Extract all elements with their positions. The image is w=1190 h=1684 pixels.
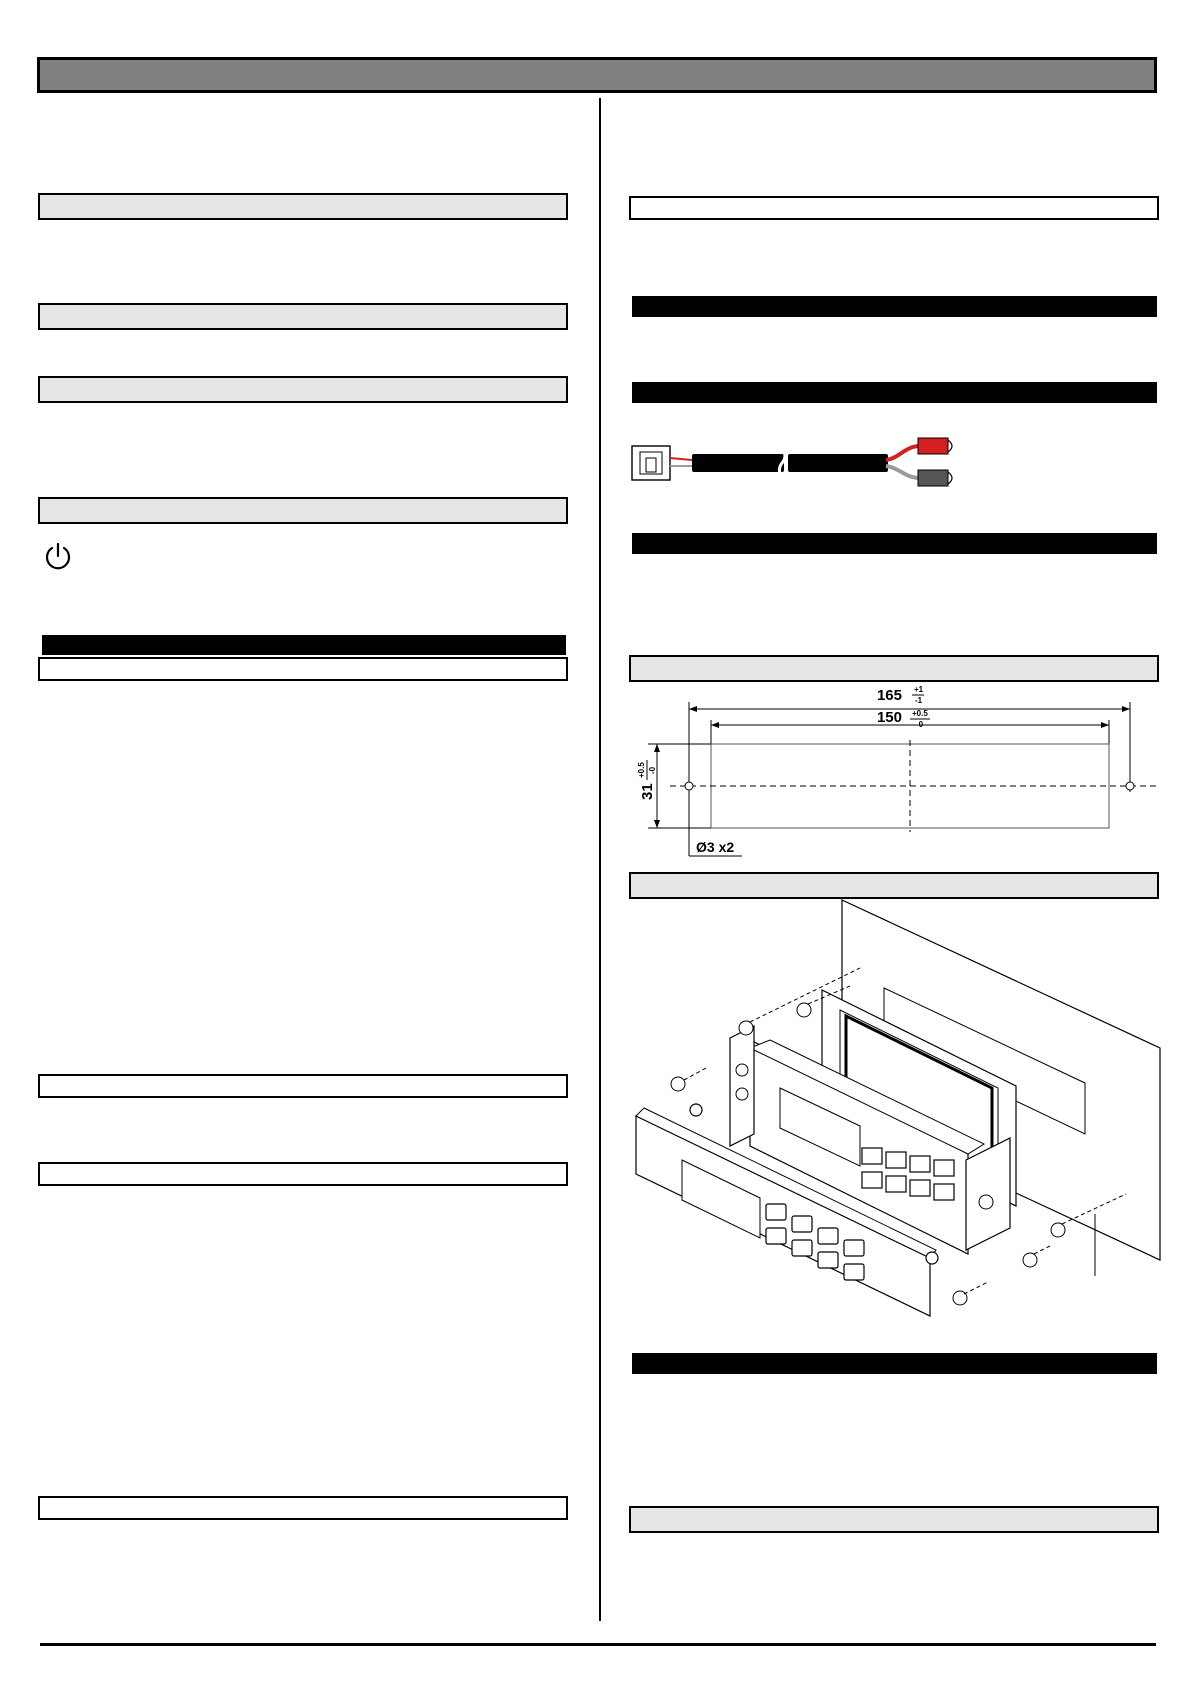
overall-width-label: 165: [876, 687, 902, 704]
section-header-r4: [632, 533, 1157, 554]
section-header-4: [38, 497, 568, 524]
screw-left: [690, 1104, 702, 1116]
svg-text:-0: -0: [648, 766, 657, 774]
section-header-r3: [632, 382, 1157, 403]
svg-text:+0.5: +0.5: [637, 762, 646, 778]
section-header-r6: [629, 872, 1159, 899]
mounting-hole-right: [1126, 782, 1134, 790]
cutout-height-label: 31: [639, 783, 656, 800]
section-header-r8: [629, 1506, 1159, 1533]
red-terminal: [918, 438, 948, 454]
mounting-exploded-view: [630, 898, 1170, 1330]
section-header-r2: [632, 296, 1157, 317]
section-header-5: [42, 635, 566, 655]
section-header-3: [38, 376, 568, 403]
svg-text:+0.5: +0.5: [912, 709, 928, 718]
section-header-r5: [629, 655, 1159, 682]
footer-rule: [40, 1643, 1156, 1646]
section-header-r1: [629, 196, 1159, 220]
section-header-6: [38, 657, 568, 681]
svg-text:-1: -1: [915, 696, 923, 705]
section-header-8: [38, 1162, 568, 1186]
cable-illustration: [630, 434, 960, 494]
power-icon: [43, 541, 73, 571]
column-divider: [599, 98, 601, 1621]
section-header-1: [38, 193, 568, 220]
section-header-7: [38, 1074, 568, 1098]
screw-right: [926, 1252, 938, 1264]
cutout-width-label: 150: [876, 709, 902, 726]
section-header-2: [38, 303, 568, 330]
section-header-9: [38, 1496, 568, 1520]
svg-text:-0: -0: [916, 720, 924, 729]
holes-label: Ø3 x2: [696, 839, 735, 855]
section-header-r7: [632, 1353, 1157, 1374]
page-title-bar: [37, 57, 1157, 93]
svg-text:+1: +1: [914, 685, 924, 694]
mounting-hole-left: [685, 782, 693, 790]
grey-terminal: [918, 470, 948, 486]
cutout-dimension-drawing: [630, 682, 1170, 862]
